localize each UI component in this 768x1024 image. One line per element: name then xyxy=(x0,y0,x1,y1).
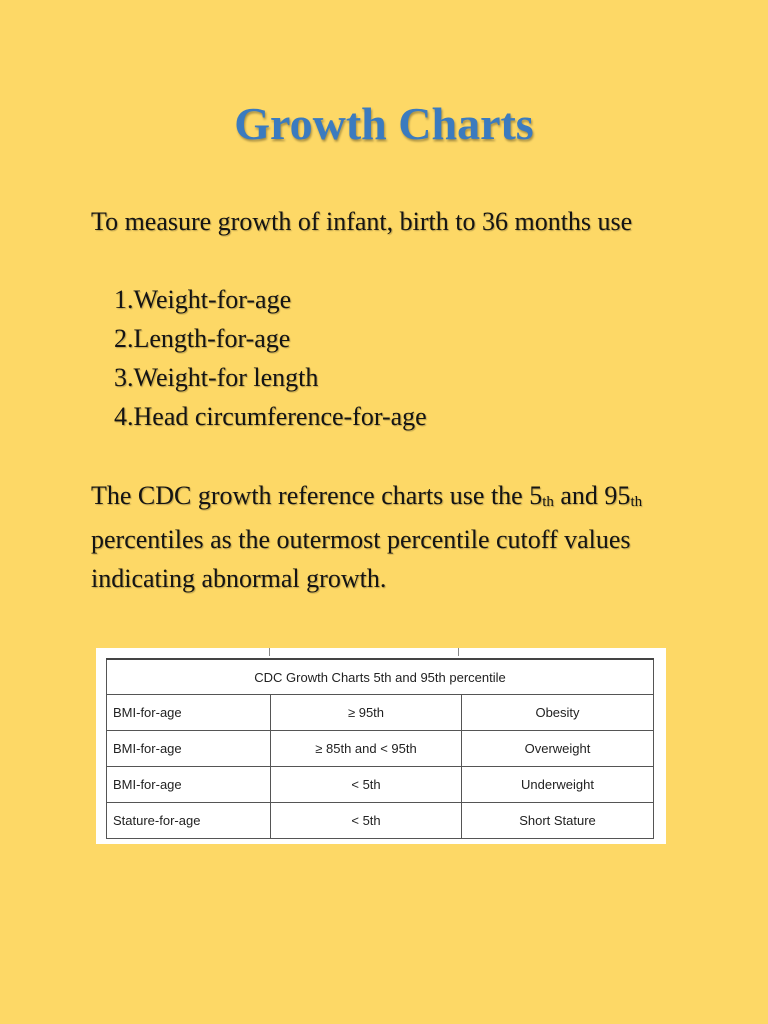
page-title: Growth Charts xyxy=(234,98,534,149)
table-cell: ≥ 85th and < 95th xyxy=(271,731,462,767)
table-cell: ≥ 95th xyxy=(271,695,462,731)
list-item: 3.Weight-for length xyxy=(114,363,319,392)
cdc-paragraph xyxy=(91,476,691,598)
list-item: 1.Weight-for-age xyxy=(114,285,292,314)
intro-text: To measure growth of infant, birth to 36 months use xyxy=(91,207,633,236)
cdc-paragraph-part3: percentiles as the outermost percentile cutoff values indicating abnormal growth. xyxy=(91,525,631,593)
table-row xyxy=(107,695,654,731)
table-top-edge xyxy=(96,648,666,658)
table-cell: Underweight xyxy=(462,767,654,803)
measurement-list xyxy=(114,280,427,436)
table-header: CDC Growth Charts 5th and 95th percentile xyxy=(107,659,654,695)
table-cell: BMI-for-age xyxy=(107,695,271,731)
table-row xyxy=(107,767,654,803)
table-cell: < 5th xyxy=(271,767,462,803)
ordinal-suffix: th xyxy=(542,494,554,510)
table-cell: < 5th xyxy=(271,803,462,839)
list-item: 2.Length-for-age xyxy=(114,324,291,353)
table-cell: Stature-for-age xyxy=(107,803,271,839)
table-cell: Short Stature xyxy=(462,803,654,839)
list-item: 4.Head circumference-for-age xyxy=(114,402,427,431)
cdc-paragraph-part1: The CDC growth reference charts use the 5 xyxy=(91,481,543,510)
cdc-paragraph-part2: and 95 xyxy=(560,481,631,510)
table-cell: BMI-for-age xyxy=(107,731,271,767)
table-row xyxy=(107,803,654,839)
table-row xyxy=(107,731,654,767)
table-cell: Overweight xyxy=(462,731,654,767)
ordinal-suffix: th xyxy=(630,494,643,510)
table-cell: BMI-for-age xyxy=(107,767,271,803)
table-header-row xyxy=(107,659,654,695)
cdc-table-image xyxy=(96,648,666,844)
cdc-percentile-table xyxy=(106,658,654,839)
table-cell: Obesity xyxy=(462,695,654,731)
